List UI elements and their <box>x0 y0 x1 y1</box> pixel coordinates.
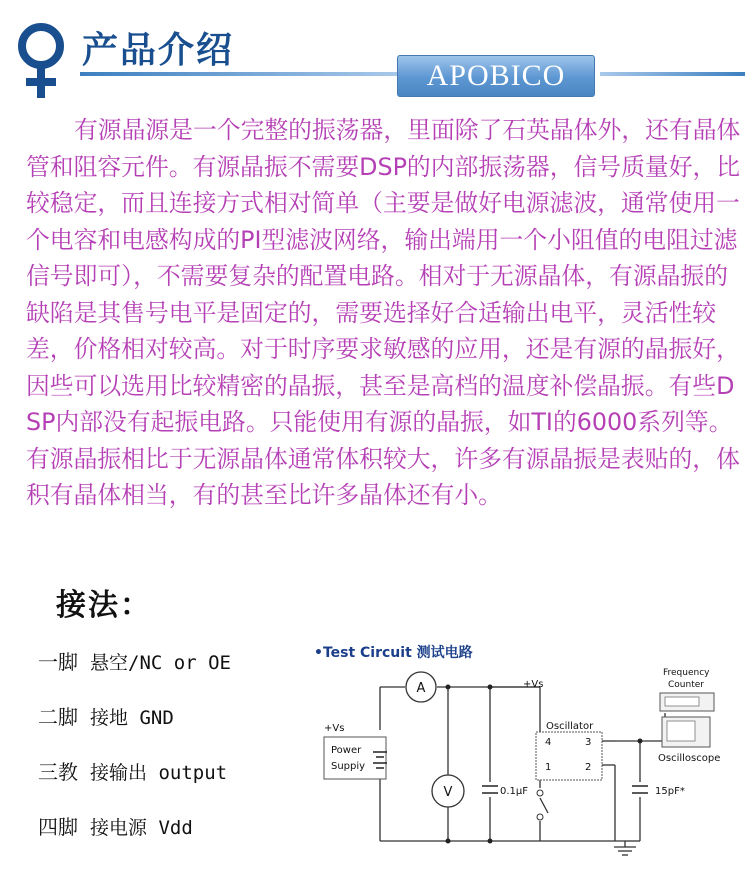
freq-counter-label-1: Frequency <box>663 668 710 678</box>
pin-4-label: 4 <box>545 737 552 748</box>
pin-row-2 <box>38 701 174 730</box>
section-title: 产品介绍 <box>82 30 235 71</box>
switch-contact-bottom <box>537 814 543 820</box>
vs-top-label: +Vs <box>523 679 544 690</box>
connection-heading: 接法： <box>56 588 152 623</box>
test-circuit-diagram <box>300 635 748 867</box>
pin-row-3 <box>38 756 227 785</box>
capacitor-icon <box>482 786 498 793</box>
switch-contact-top <box>537 790 543 796</box>
pin-name: 四脚 <box>38 815 78 839</box>
power-supply-label-2: Suppiy <box>331 761 366 772</box>
oscilloscope-label: Oscilloscope <box>658 753 721 764</box>
oscillator-label: Oscillator <box>546 721 594 732</box>
ammeter-label: A <box>416 681 426 696</box>
pin-1-label: 1 <box>545 762 552 773</box>
pin-name: 一脚 <box>38 650 78 674</box>
circuit-title: •Test Circuit 测试电路 <box>314 645 473 661</box>
header-divider-right <box>600 72 745 76</box>
product-description: 有源晶源是一个完整的振荡器，里面除了石英晶体外，还有晶体管和阻容元件。有源晶振不需要DSP的内部振荡器，信号质量好，比较稳定，而且连接方式相对简单（主要是做好电源滤波，通常使用一个电容和电感构成的PI型滤波网络，输出端用一个小阻值的电阻过滤信号即可），不需要复杂的配置电路。相对于无源晶体，有源晶振的缺陷是其售号电平是固定的，需要选择好合适输出电平，灵活性较差，价格相对较高。对于时序要求敏感的应用，还是有源的晶振好，因些可以选用比较精密的晶振，甚至是高档的温度补偿晶振。有些DSP内部没有起振电路。只能使用有源的晶振，如TI的6000系列等。有源晶振相比于无源晶体通常体积较大，许多有源晶振是表贴的，体积有晶体相当，有的甚至比许多晶体还有小。 <box>26 116 741 509</box>
pin-desc: 悬空/NC or OE <box>90 652 231 674</box>
capacitor-2-label: 15pF* <box>655 786 685 797</box>
pin-row-1 <box>38 646 231 675</box>
pin-desc: 接地 GND <box>90 707 174 729</box>
power-vs-label: +Vs <box>324 723 345 734</box>
brand-badge: APOBICO <box>397 55 595 97</box>
female-symbol-icon <box>12 20 70 100</box>
voltmeter-label: V <box>443 785 453 800</box>
capacitor-1-label: 0.1μF <box>500 786 529 797</box>
pin-row-4 <box>38 811 193 840</box>
pin-desc: 接输出 output <box>90 762 228 784</box>
pin-name: 二脚 <box>38 705 78 729</box>
freq-counter-label-2: Counter <box>668 680 704 690</box>
power-supply-label-1: Power <box>331 745 362 756</box>
pin-name: 三教 <box>38 760 78 784</box>
capacitor-15pf-icon <box>632 786 648 793</box>
power-supply-box <box>324 737 386 779</box>
pin-2-label: 2 <box>585 762 592 773</box>
header-divider-left <box>80 72 400 76</box>
circuit-wires <box>380 687 665 855</box>
page-header <box>0 0 750 110</box>
pin-desc: 接电源 Vdd <box>90 817 193 839</box>
pin-3-label: 3 <box>585 737 592 748</box>
